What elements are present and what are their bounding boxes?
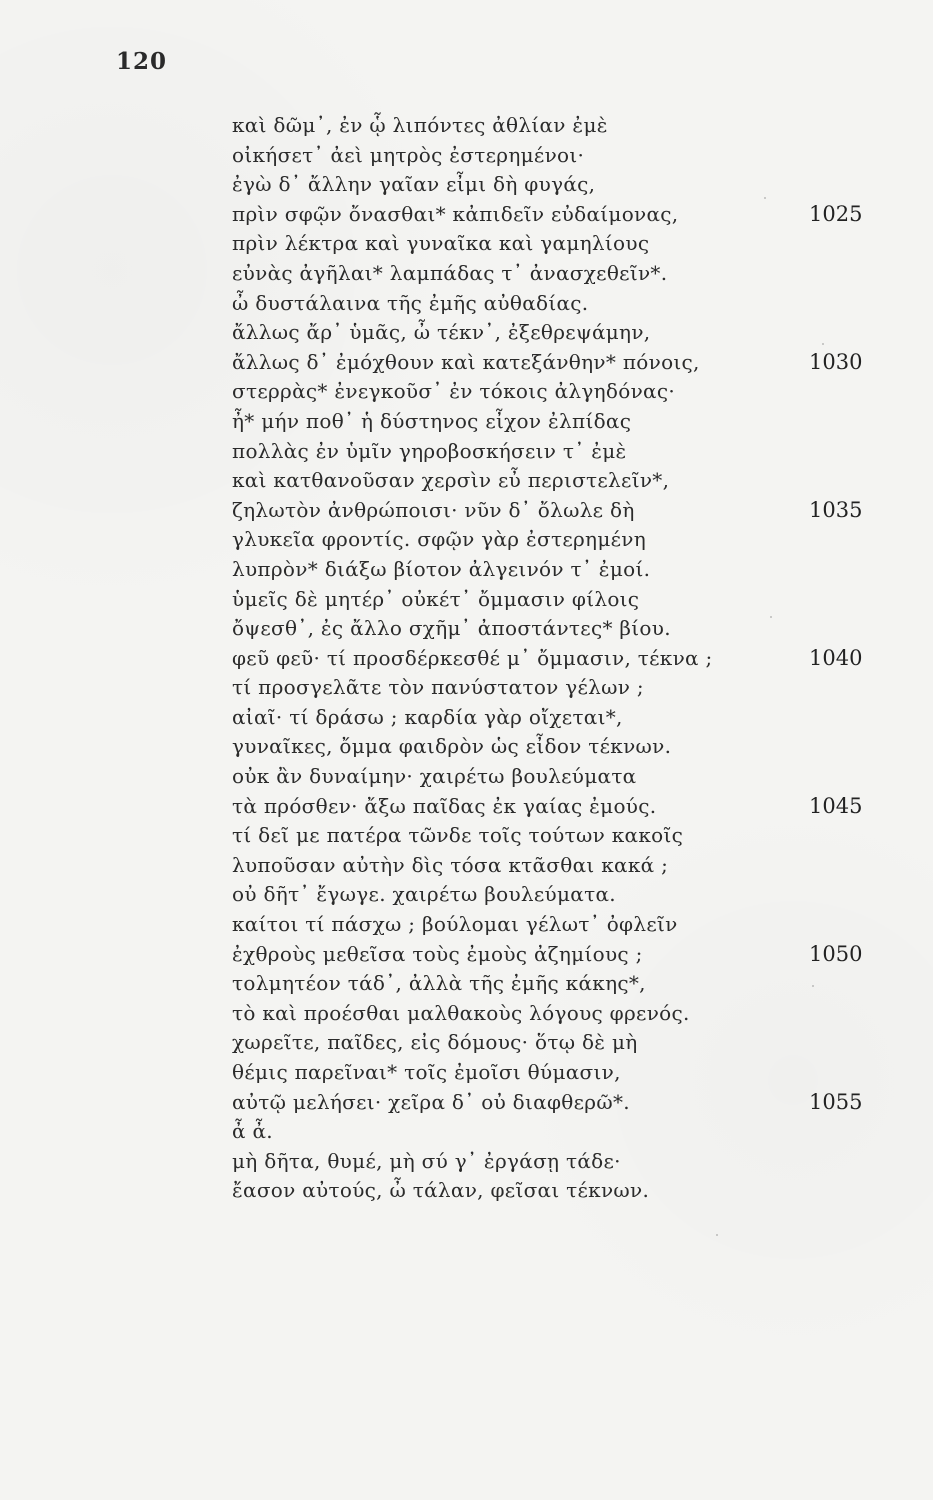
verse-text: πολλὰς ἐν ὑμῖν γηροβοσκήσειν τ᾽ ἐμὲ: [232, 438, 627, 463]
paper-speck: [822, 343, 824, 345]
verse-line: [232, 673, 872, 703]
verse-text: ἐγὼ δ᾽ ἄλλην γαῖαν εἶμι δὴ φυγάς,: [232, 172, 596, 197]
verse-line: [232, 289, 872, 319]
verse-text: ἐχθροὺς μεθεῖσα τοὺς ἐμοὺς ἀζημίους ;: [232, 941, 643, 966]
verse-line: [232, 1117, 872, 1147]
verse-line: [232, 200, 872, 230]
verse-line: [232, 732, 872, 762]
verse-line: [232, 880, 872, 910]
page-number: 120: [116, 48, 168, 75]
verse-text: καὶ δῶμ᾽, ἐν ᾧ λιπόντες ἀθλίαν ἐμὲ: [232, 113, 608, 137]
verse-line: [232, 1058, 872, 1088]
verse-line: [232, 644, 872, 674]
verse-text: γυναῖκες, ὄμμα φαιδρὸν ὡς εἶδον τέκνων.: [232, 734, 672, 759]
verse-text: οὐκ ἂν δυναίμην· χαιρέτω βουλεύματα: [232, 764, 637, 789]
verse-line: [232, 1176, 872, 1206]
verse-line: [232, 170, 872, 200]
verse-text: αὐτῷ μελήσει· χεῖρα δ᾽ οὐ διαφθερῶ*.: [232, 1089, 630, 1114]
verse-text: τὰ πρόσθεν· ἄξω παῖδας ἐκ γαίας ἐμούς.: [232, 793, 657, 818]
verse-text: φεῦ φεῦ· τί προσδέρκεσθέ μ᾽ ὄμμασιν, τέκνα ;: [232, 645, 713, 670]
paper-speck: [770, 616, 772, 618]
verse-text: ζηλωτὸν ἀνθρώποισι· νῦν δ᾽ ὄλωλε δὴ: [232, 497, 635, 522]
verse-line: [232, 318, 872, 348]
verse-line: [232, 111, 872, 141]
verse-line: [232, 762, 872, 792]
verse-text: τὸ καὶ προέσθαι μαλθακοὺς λόγους φρενός.: [232, 1000, 690, 1025]
verse-text: ἄλλως δ᾽ ἐμόχθουν καὶ κατεξάνθην* πόνοις,: [232, 349, 700, 374]
line-number: 1050: [809, 941, 863, 966]
verse-line: [232, 141, 872, 171]
verse-text: πρὶν λέκτρα καὶ γυναῖκα καὶ γαμηλίους: [232, 231, 650, 256]
verse-text: ἄλλως ἄρ᾽ ὑμᾶς, ὦ τέκν᾽, ἐξεθρεψάμην,: [232, 320, 651, 345]
verse-line: [232, 851, 872, 881]
verse-text: ἦ* μήν ποθ᾽ ἡ δύστηνος εἶχον ἐλπίδας: [232, 408, 632, 433]
verse-line: [232, 555, 872, 585]
verse-text: ὑμεῖς δὲ μητέρ᾽ οὐκέτ᾽ ὄμμασιν φίλοις: [232, 586, 640, 611]
verse-text: θέμις παρεῖναι* τοῖς ἐμοῖσι θύμασιν,: [232, 1060, 621, 1084]
line-number: 1040: [809, 645, 863, 670]
verse-text: μὴ δῆτα, θυμέ, μὴ σύ γ᾽ ἐργάσῃ τάδε·: [232, 1148, 621, 1173]
verse-line: [232, 703, 872, 733]
verse-line: [232, 614, 872, 644]
verse-line: [232, 999, 872, 1029]
verse-text: τί δεῖ με πατέρα τῶνδε τοῖς τούτων κακοῖς: [232, 823, 684, 848]
verse-line: [232, 496, 872, 526]
verse-text: χωρεῖτε, παῖδες, εἰς δόμους· ὅτῳ δὲ μὴ: [232, 1030, 638, 1055]
verse-line: [232, 407, 872, 437]
verse-line: [232, 969, 872, 999]
verse-block: [232, 111, 872, 1206]
verse-line: [232, 821, 872, 851]
verse-text: ὦ δυστάλαινα τῆς ἐμῆς αὐθαδίας.: [232, 290, 589, 315]
verse-text: αἰαῖ· τί δράσω ; καρδία γὰρ οἴχεται*,: [232, 704, 623, 729]
verse-line: [232, 585, 872, 615]
verse-text: τολμητέον τάδ᾽, ἀλλὰ τῆς ἐμῆς κάκης*,: [232, 971, 646, 996]
verse-line: [232, 940, 872, 970]
verse-text: γλυκεῖα φροντίς. σφῷν γὰρ ἐστερημένη: [232, 527, 647, 552]
verse-text: καὶ κατθανοῦσαν χερσὶν εὖ περιστελεῖν*,: [232, 468, 670, 493]
line-number: 1030: [809, 349, 863, 374]
line-number: 1045: [809, 793, 863, 818]
verse-text: εὐνὰς ἀγῆλαι* λαμπάδας τ᾽ ἀνασχεθεῖν*.: [232, 260, 668, 285]
verse-line: [232, 437, 872, 467]
verse-line: [232, 259, 872, 289]
paper-speck: [812, 985, 814, 987]
verse-line: [232, 910, 872, 940]
verse-line: [232, 348, 872, 378]
verse-line: [232, 525, 872, 555]
verse-line: [232, 1028, 872, 1058]
verse-line: [232, 1088, 872, 1118]
line-number: 1025: [809, 201, 863, 226]
line-number: 1055: [809, 1089, 863, 1114]
verse-text: ὄψεσθ᾽, ἐς ἄλλο σχῆμ᾽ ἀποστάντες* βίου.: [232, 616, 671, 641]
verse-line: [232, 377, 872, 407]
verse-text: οἰκήσετ᾽ ἀεὶ μητρὸς ἐστερημένοι·: [232, 142, 585, 167]
verse-line: [232, 792, 872, 822]
verse-text: ἆ ἆ.: [232, 1119, 273, 1144]
verse-text: λυπρὸν* διάξω βίοτον ἀλγεινόν τ᾽ ἐμοί.: [232, 556, 651, 581]
verse-line: [232, 466, 872, 496]
verse-line: [232, 1147, 872, 1177]
verse-text: πρὶν σφῷν ὄνασθαι* κἀπιδεῖν εὐδαίμονας,: [232, 201, 679, 226]
verse-text: λυποῦσαν αὐτὴν δὶς τόσα κτᾶσθαι κακά ;: [232, 852, 669, 877]
verse-text: ἔασον αὐτούς, ὦ τάλαν, φεῖσαι τέκνων.: [232, 1178, 650, 1203]
paper-speck: [716, 1234, 718, 1236]
verse-text: καίτοι τί πάσχω ; βούλομαι γέλωτ᾽ ὀφλεῖν: [232, 912, 678, 937]
verse-text: τί προσγελᾶτε τὸν πανύστατον γέλων ;: [232, 675, 644, 700]
verse-text: στερρὰς* ἐνεγκοῦσ᾽ ἐν τόκοις ἀλγηδόνας·: [232, 379, 675, 404]
verse-text: οὐ δῆτ᾽ ἔγωγε. χαιρέτω βουλεύματα.: [232, 882, 616, 907]
line-number: 1035: [809, 497, 863, 522]
paper-speck: [764, 197, 766, 199]
verse-line: [232, 229, 872, 259]
